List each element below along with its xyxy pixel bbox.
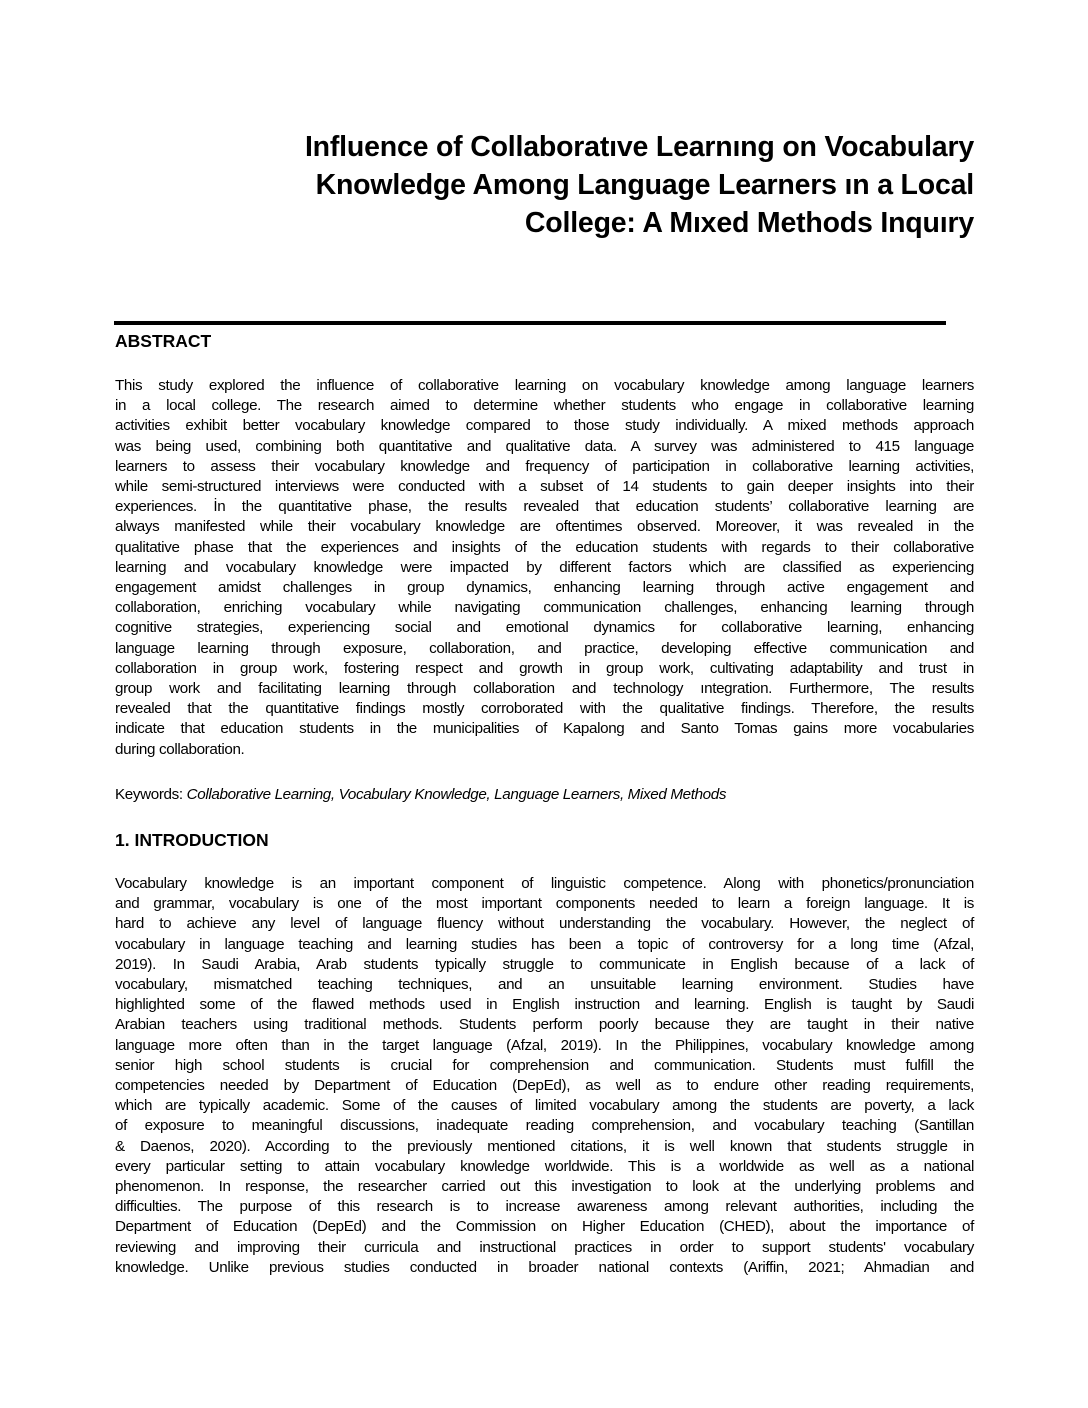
intro-line: which are typically academic. Some of the causes of limited vocabulary among the students are poverty, a lack — [115, 1097, 974, 1115]
intro-line: reviewing and improving their curricula and instructional practices in order to support students' vocabulary — [115, 1238, 974, 1256]
title-line: Knowledge Among Language Learners ın a Local — [315, 169, 974, 201]
keywords-label: Keywords: — [115, 786, 187, 803]
introduction-heading: 1. INTRODUCTION — [115, 830, 269, 850]
intro-line: of exposure to meaningful discussions, inadequate reading comprehension, and vocabulary teaching (Santillan — [115, 1117, 974, 1135]
intro-line: vocabulary, mismatched teaching techniques, and an unsuitable learning environment. Studies have — [115, 976, 974, 994]
abstract-line: learning and vocabulary knowledge were impacted by different factors which are classified as experiencing — [115, 558, 974, 576]
abstract-line: activities exhibit better vocabulary knowledge compared to those study individually. A mixed methods approach — [115, 417, 974, 435]
intro-line: 2019). In Saudi Arabia, Arab students typically struggle to communicate in English because of a lack of — [115, 955, 974, 973]
abstract-line: revealed that the quantitative findings mostly corroborated with the qualitative findings. Therefore, the results — [115, 700, 974, 718]
intro-line: language more often than in the target language (Afzal, 2019). In the Philippines, vocabulary knowledge among — [115, 1036, 974, 1054]
abstract-heading: ABSTRACT — [115, 331, 212, 351]
abstract-line: always manifested while their vocabulary knowledge are oftentimes observed. Moreover, it was revealed in the — [115, 518, 974, 536]
intro-line: knowledge. Unlike previous studies conducted in broader national contexts (Ariffin, 2021; Ahmadian and — [115, 1258, 974, 1276]
abstract-line: during collaboration. — [115, 740, 245, 758]
keywords-value: Collaborative Learning, Vocabulary Knowledge, Language Learners, Mixed Methods — [186, 786, 727, 803]
paper-title — [190, 128, 974, 242]
abstract-line: learners to assess their vocabulary knowledge and frequency of participation in collaborative learning activities, — [115, 457, 974, 475]
abstract-line: collaboration in group work, fostering respect and growth in group work, cultivating adaptability and trust in — [115, 659, 974, 677]
abstract-line: group work and facilitating learning through collaboration and technology ıntegration. Furthermore, The results — [115, 680, 974, 698]
title-line: Influence of Collaboratıve Learnıng on Vocabulary — [304, 131, 974, 163]
abstract-line: indicate that education students in the municipalities of Kapalong and Santo Tomas gains more vocabularies — [115, 720, 974, 738]
intro-line: Arabian teachers using traditional methods. Students perform poorly because they are taught in their native — [115, 1016, 974, 1034]
intro-line: difficulties. The purpose of this research is to increase awareness among relevant authorities, including the — [115, 1198, 974, 1216]
intro-line: every particular setting to attain vocabulary knowledge worldwide. This is a worldwide as well as a national — [115, 1157, 974, 1175]
abstract-line: qualitative phase that the experiences and insights of the education students with regards to their collaborative — [115, 538, 974, 556]
abstract-line: in a local college. The research aimed to determine whether students who engage in collaborative learning — [115, 397, 974, 415]
abstract-line: This study explored the influence of collaborative learning on vocabulary knowledge among language learners — [115, 377, 974, 394]
abstract-line: cognitive strategies, experiencing social and emotional dynamics for collaborative learning, enhancing — [115, 619, 974, 637]
intro-line: competencies needed by Department of Education (DepEd), as well as to endure other reading requirements, — [115, 1077, 974, 1095]
title-line: College: A Mıxed Methods Inquıry — [524, 207, 974, 239]
intro-line: senior high school students is crucial for comprehension and communication. Students must fulfill the — [115, 1056, 974, 1074]
abstract-line: was being used, combining both quantitative and qualitative data. A survey was administered to 415 language — [115, 437, 974, 455]
keywords — [115, 785, 726, 805]
section-divider — [114, 321, 946, 325]
introduction-body — [115, 874, 974, 1278]
abstract-body — [115, 376, 974, 760]
abstract-line: while semi-structured interviews were conducted with a subset of 14 students to gain deeper insights into their — [115, 478, 974, 496]
intro-line: Vocabulary knowledge is an important component of linguistic competence. Along with phonetics/pronunciation — [115, 875, 974, 892]
intro-line: Department of Education (DepEd) and the Commission on Higher Education (CHED), about the importance of — [115, 1218, 974, 1236]
intro-line: hard to achieve any level of language fluency without understanding the vocabulary. However, the neglect of — [115, 915, 974, 933]
abstract-line: engagement amidst challenges in group dynamics, enhancing learning through active engagement and — [115, 579, 974, 597]
abstract-line: experiences. İn the quantitative phase, the results revealed that education students’ collaborative learning are — [115, 498, 974, 516]
abstract-line: collaboration, enriching vocabulary while navigating communication challenges, enhancing learning through — [115, 599, 974, 617]
abstract-line: language learning through exposure, collaboration, and practice, developing effective communication and — [115, 639, 974, 657]
intro-line: highlighted some of the flawed methods used in English instruction and learning. English is taught by Saudi — [115, 996, 974, 1014]
intro-line: & Daenos, 2020). According to the previously mentioned citations, it is well known that students struggle in — [115, 1137, 974, 1155]
intro-line: vocabulary in language teaching and learning studies has been a topic of controversy for a long time (Afzal, — [115, 935, 974, 953]
intro-line: and grammar, vocabulary is one of the most important components needed to learn a foreign language. It is — [115, 895, 974, 913]
intro-line: phenomenon. In response, the researcher carried out this investigation to look at the underlying problems and — [115, 1178, 974, 1196]
